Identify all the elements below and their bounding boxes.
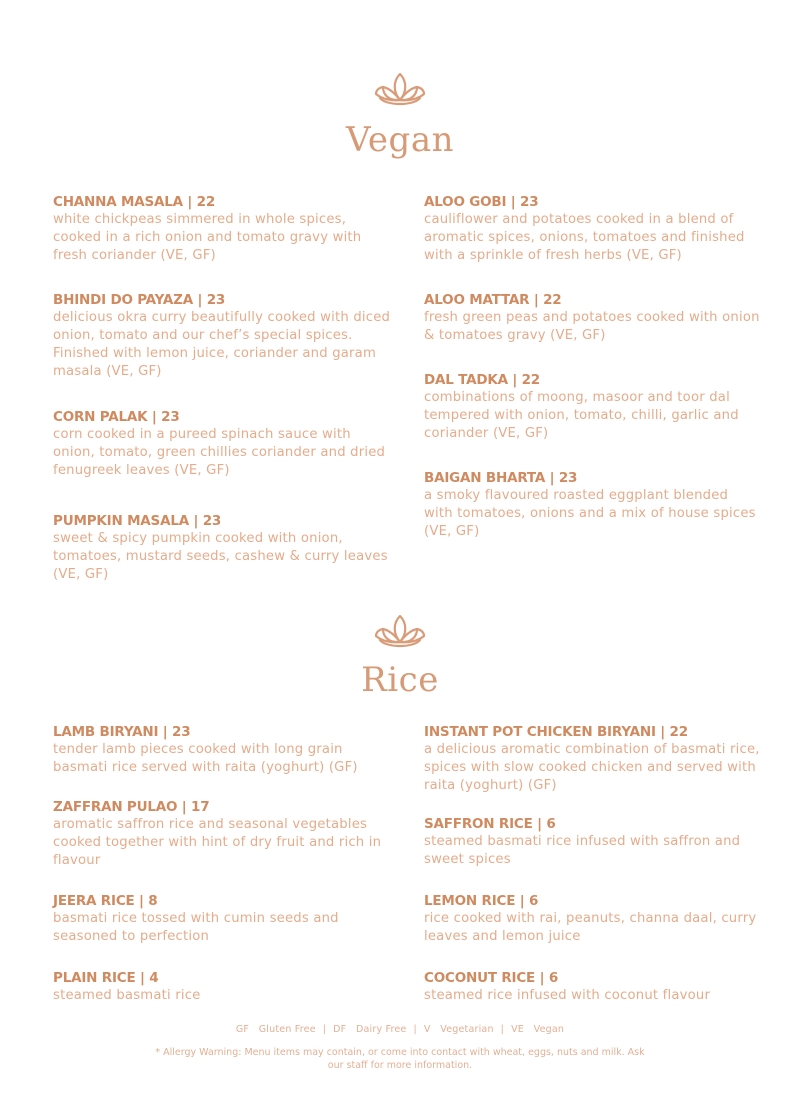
menu-item-description: tender lamb pieces cooked with long grain basmati rice served with raita (yoghurt) (GF) — [53, 742, 358, 775]
menu-item-name: PUMPKIN MASALA | 23 — [53, 513, 222, 529]
menu-item-name: LAMB BIRYANI | 23 — [53, 724, 191, 740]
menu-item-description: steamed basmati rice — [53, 988, 201, 1003]
menu-item-jeera-rice — [53, 892, 393, 946]
legend-separator: | — [322, 1024, 327, 1035]
menu-item-description: a delicious aromatic combination of basmati rice, spices with slow cooked chicken and served with raita (yoghurt) (GF) — [424, 742, 760, 793]
menu-item-name: CHANNA MASALA | 22 — [53, 194, 216, 210]
menu-item-description: steamed basmati rice infused with saffron and sweet spices — [424, 834, 741, 867]
menu-item-description: basmati rice tossed with cumin seeds and seasoned to perfection — [53, 911, 339, 944]
menu-item-description: corn cooked in a pureed spinach sauce with onion, tomato, green chillies coriander and dried fenugreek leaves (VE, GF) — [53, 427, 386, 478]
menu-item-lamb-biryani — [53, 723, 393, 777]
menu-item-description: rice cooked with rai, peanuts, channa daal, curry leaves and lemon juice — [424, 911, 757, 944]
menu-item-name: INSTANT POT CHICKEN BIRYANI | 22 — [424, 724, 688, 740]
menu-item-baigan-bharta — [424, 469, 760, 541]
menu-item-description: cauliflower and potatoes cooked in a blend of aromatic spices, onions, tomatoes and finished with a sprinkle of fresh herbs (VE, GF) — [424, 212, 745, 263]
legend-gluten-free: GF Gluten Free — [235, 1024, 316, 1035]
menu-item-description: delicious okra curry beautifully cooked with diced onion, tomato and our chef’s special spices. Finished with lemon juice, coriander and garam masala (VE, GF) — [53, 310, 391, 379]
menu-item-instant-pot-chicken-biryani — [424, 723, 760, 795]
vegan-section-title: Vegan — [346, 120, 454, 160]
menu-item-zaffran-pulao — [53, 798, 393, 870]
menu-item-name: PLAIN RICE | 4 — [53, 970, 159, 986]
legend-vegetarian: V Vegetarian — [423, 1024, 494, 1035]
menu-item-name: DAL TADKA | 22 — [424, 372, 540, 388]
dietary-legend — [0, 1024, 800, 1035]
menu-item-name: JEERA RICE | 8 — [53, 893, 158, 909]
menu-item-lemon-rice — [424, 892, 760, 946]
menu-item-saffron-rice — [424, 815, 760, 869]
legend-vegan: VE Vegan — [511, 1024, 565, 1035]
menu-item-name: ALOO GOBI | 23 — [424, 194, 539, 210]
menu-item-description: combinations of moong, masoor and toor dal tempered with onion, tomato, chilli, garlic and coriander (VE, GF) — [424, 390, 739, 441]
menu-item-description: sweet & spicy pumpkin cooked with onion, tomatoes, mustard seeds, cashew & curry leaves (VE, GF) — [53, 531, 388, 582]
menu-item-name: LEMON RICE | 6 — [424, 893, 539, 909]
menu-item-aloo-gobi — [424, 193, 760, 265]
allergy-warning: * Allergy Warning: Menu items may contain, or come into contact with wheat, eggs, nuts and milk. Ask our staff for more information. — [155, 1047, 645, 1071]
rice-section-title: Rice — [361, 660, 439, 700]
legend-separator: | — [413, 1024, 417, 1035]
menu-item-name: BHINDI DO PAYAZA | 23 — [53, 292, 226, 308]
lotus-icon — [374, 612, 426, 652]
lotus-icon — [374, 70, 426, 110]
legend-separator: | — [500, 1024, 505, 1035]
menu-item-corn-palak — [53, 408, 393, 480]
menu-item-pumpkin-masala — [53, 512, 393, 584]
menu-item-name: BAIGAN BHARTA | 23 — [424, 470, 578, 486]
menu-item-description: a smoky flavoured roasted eggplant blended with tomatoes, onions and a mix of house spices (VE, GF) — [424, 488, 756, 539]
menu-item-name: CORN PALAK | 23 — [53, 409, 180, 425]
menu-item-plain-rice — [53, 969, 393, 1005]
menu-item-description: steamed rice infused with coconut flavour — [424, 988, 711, 1003]
menu-item-description: aromatic saffron rice and seasonal vegetables cooked together with hint of dry fruit and rich in flavour — [53, 817, 382, 868]
menu-item-name: ZAFFRAN PULAO | 17 — [53, 799, 210, 815]
legend-dairy-free: DF Dairy Free — [333, 1024, 407, 1035]
menu-item-name: COCONUT RICE | 6 — [424, 970, 559, 986]
menu-item-dal-tadka — [424, 371, 760, 443]
menu-item-name: SAFFRON RICE | 6 — [424, 816, 556, 832]
menu-item-description: white chickpeas simmered in whole spices, cooked in a rich onion and tomato gravy with fresh coriander (VE, GF) — [53, 212, 362, 263]
menu-item-coconut-rice — [424, 969, 760, 1005]
menu-item-channa-masala — [53, 193, 393, 265]
menu-item-bhindi-do-payaza — [53, 291, 393, 381]
menu-item-aloo-mattar — [424, 291, 760, 345]
menu-item-name: ALOO MATTAR | 22 — [424, 292, 562, 308]
menu-item-description: fresh green peas and potatoes cooked with onion & tomatoes gravy (VE, GF) — [424, 310, 760, 343]
